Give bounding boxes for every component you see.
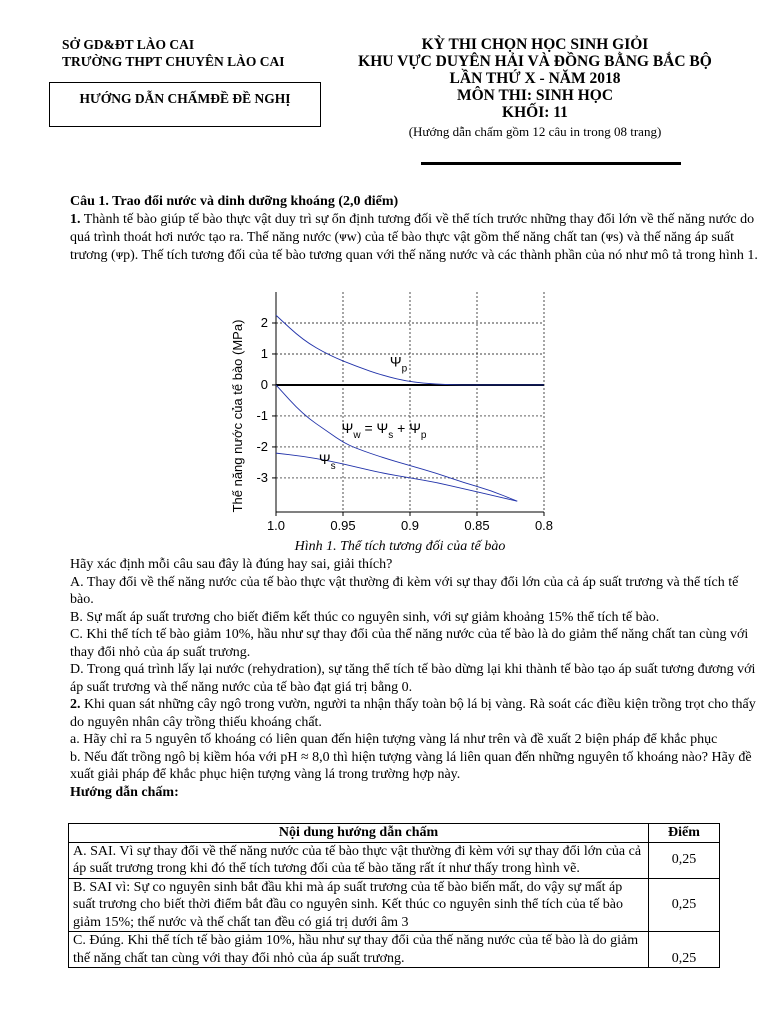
water-potential-chart	[226, 288, 556, 548]
document-type-box	[49, 82, 321, 127]
part-2-text: Khi quan sát những cây ngô trong vườn, người ta nhận thấy toàn bộ lá bị vàng. Rà soát các điều kiện trồng trọt cho thấy do nguyên nhân cây trồng thiếu khoáng chất.	[70, 697, 756, 730]
y-tick-label: -2	[256, 438, 268, 454]
y-tick-label: -3	[256, 469, 268, 485]
part-1-number: 1.	[70, 212, 81, 227]
question-prompt: Hãy xác định mỗi câu sau đây là đúng hay sai, giải thích?	[70, 557, 393, 572]
row-content: A. SAI. Vì sự thay đổi về thế năng nước của tế bào thực vật thường đi kèm với sự thay đổi lớn của cả áp suất trương trong khi đó thể tích tương đối của tế bào tăng rất ít như thấy trong hình vẽ.	[69, 842, 649, 878]
row-points: 0,25	[649, 842, 720, 878]
table-row	[69, 932, 720, 968]
x-tick-label: 0.8	[534, 518, 554, 533]
content-column-header: Nội dung hướng dẫn chấm	[69, 824, 649, 843]
x-tick-label: 0.85	[464, 518, 490, 533]
exam-edition: LẦN THỨ X - NĂM 2018	[449, 70, 621, 87]
exam-note: (Hướng dẫn chấm gồm 12 câu in trong 08 trang)	[408, 124, 662, 139]
psi-w-label: $\Psi_w = \Psi_s + \Psi_p$	[341, 419, 427, 441]
y-tick-label: 0	[260, 376, 268, 392]
question-title: Câu 1. Trao đổi nước và dinh dưỡng khoáng (2,0 điểm)	[70, 194, 399, 209]
exam-subject: MÔN THI: SINH HỌC	[456, 87, 614, 104]
question-1-options	[70, 556, 760, 801]
document-type-label: HƯỚNG DẪN CHẤMĐỀ ĐỀ NGHỊ	[79, 91, 291, 106]
part-2-a: a. Hãy chỉ ra 5 nguyên tố khoáng có liên quan đến hiện tượng vàng lá như trên và đề xuất 2 biện pháp để khắc phục	[70, 732, 718, 747]
part-2-b: b. Nếu đất trồng ngô bị kiềm hóa với pH ≈ 8,0 thì hiện tượng vàng lá liên quan đến những nguyên tố khoáng nào? Hãy đề xuất giải pháp để khắc phục hiện tượng vàng lá trong trường hợp này.	[70, 749, 752, 782]
chart-grid	[276, 292, 544, 512]
option-c: C. Khi thể tích tế bào giảm 10%, hầu như sự thay đổi của thế năng nước của tế bào là do giảm thế năng chất tan cùng với thay đổi nhỏ của áp suất trương.	[70, 627, 749, 660]
question-1-intro	[70, 193, 760, 265]
y-tick-label: 1	[260, 345, 268, 361]
row-points: 0,25	[649, 932, 720, 968]
row-content: C. Đúng. Khi thể tích tế bào giảm 10%, hầu như sự thay đổi của thế năng nước của tế bào là do giảm thế năng chất tan cùng với thay đổi nhỏ của áp suất trương.	[69, 932, 649, 968]
school-name: TRƯỜNG THPT CHUYÊN LÀO CAI	[62, 54, 285, 69]
option-a: A. Thay đổi về thế năng nước của tế bào thực vật thường đi kèm với sự thay đổi lớn của cả áp suất trương và thể tích tế bào.	[70, 574, 739, 607]
part-2-number: 2.	[70, 697, 81, 712]
exam-region: KHU VỰC DUYÊN HẢI VÀ ĐỒNG BẰNG BẮC BỘ	[358, 53, 712, 70]
x-tick-label: 0.95	[330, 518, 356, 533]
exam-grade: KHỐI: 11	[502, 104, 568, 121]
part-1-text: Thành tế bào giúp tế bào thực vật duy trì sự ổn định tương đối về thể tích trước những thay đổi lớn về thế năng nước do quá trình thoát hơi nước tạo ra. Thế năng nước (ᴪw) của tế bào thực vật gồm thế năng chất tan (ᴪs) và thế năng áp suất trương (ᴪp). Thế tích tương đối của tế bào tương quan với thế năng nước và các thành phần của nó như mô tả trong hình 1.	[70, 212, 758, 263]
table-header-row	[69, 824, 720, 843]
option-b: B. Sự mất áp suất trương cho biết điểm kết thúc co nguyên sinh, với sự giảm khoảng 15% thể tích tế bào.	[70, 609, 660, 625]
question-part-2	[70, 696, 760, 731]
option-d: D. Trong quá trình lấy lại nước (rehydration), sự tăng thể tích tế bào dừng lại khi thành tế bào tạo áp suất tương đương với áp suất trương và thế năng nước của tế bào đạt giá trị bằng 0.	[70, 662, 756, 695]
y-tick-label: 2	[260, 314, 268, 330]
question-part-1	[70, 211, 760, 265]
row-content: B. SAI vì: Sự co nguyên sinh bắt đầu khi mà áp suất trương của tế bào biến mất, do vậy sự mất áp suất trương cho biết thời điểm bắt đầu co nguyên sinh. Kết thúc co nguyên sinh thể tích của tế bào giảm 15%; thế nước và thế chất tan đều có giá trị dưới âm 3	[69, 878, 649, 932]
row-points: 0,25	[649, 878, 720, 932]
guide-title: Hướng dẫn chấm:	[70, 784, 179, 800]
y-tick-label: -1	[256, 407, 268, 423]
exam-title: KỲ THI CHỌN HỌC SINH GIỎI	[421, 36, 649, 53]
school-header	[62, 36, 285, 70]
exam-header	[330, 36, 740, 140]
x-tick-label: 0.9	[400, 518, 420, 533]
x-tick-label: 1.0	[266, 518, 286, 533]
psi-p-label: $\Psi_p$	[389, 353, 408, 375]
psi_w-line	[276, 385, 517, 501]
header-divider	[421, 162, 681, 165]
y-axis-label: Thế năng nước của tế bào (MPa)	[230, 319, 245, 513]
grading-table	[68, 823, 720, 968]
figure-caption: Hình 1. Thể tích tương đối của tế bào	[294, 539, 506, 554]
department-name: SỞ GD&ĐT LÀO CAI	[62, 37, 195, 52]
points-column-header: Điểm	[649, 824, 720, 843]
psi_s-line	[276, 450, 517, 501]
table-row	[69, 878, 720, 932]
table-row	[69, 842, 720, 878]
psi-s-label: $\Psi_s$	[318, 450, 336, 472]
